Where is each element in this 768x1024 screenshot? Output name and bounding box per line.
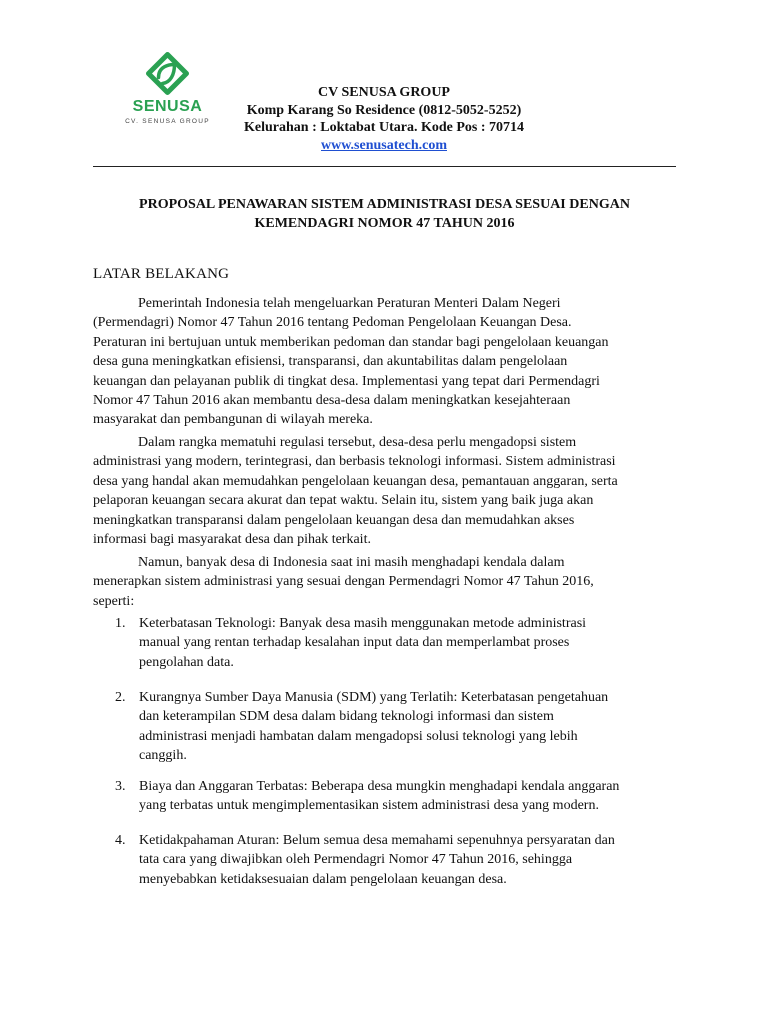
paragraph (93, 433, 676, 549)
list-line: Kurangnya Sumber Daya Manusia (SDM) yang Terlatih: Keterbatasan pengetahuan (139, 690, 609, 705)
company-locality: Kelurahan : Loktabat Utara. Kode Pos : 70714 (244, 120, 524, 135)
list-line: yang terbatas untuk mengimplementasikan sistem administrasi desa yang modern. (139, 798, 599, 814)
list-line: tata cara yang diwajibkan oleh Permendagri Nomor 47 Tahun 2016, sehingga (139, 852, 573, 868)
paragraph-line: keuangan dan pelayanan publik di tingkat desa. Implementasi yang tepat dari Permendagri (93, 373, 600, 389)
paragraph-line: desa yang handal akan memudahkan pengelolaan keuangan desa, pemantauan anggaran, serta (93, 473, 618, 489)
paragraph (93, 294, 676, 430)
paragraph-line: desa guna meningkatkan efisiensi, transparansi, dan akuntabilitas dalam pengelolaan (93, 354, 568, 370)
list-number: 1. (115, 616, 126, 631)
paragraph-line: Namun, banyak desa di Indonesia saat ini masih menghadapi kendala dalam (138, 555, 565, 570)
paragraph-line: pelaporan keuangan secara akurat dan tepat waktu. Selain itu, sistem yang baik juga akan (93, 493, 594, 509)
paragraph-line: Dalam rangka mematuhi regulasi tersebut, desa-desa perlu mengadopsi sistem (138, 435, 577, 450)
list-line: menyebabkan ketidaksesuaian dalam pengelolaan keuangan desa. (139, 871, 507, 887)
paragraph (93, 553, 676, 611)
paragraph-line: (Permendagri) Nomor 47 Tahun 2016 tentang Pedoman Pengelolaan Keuangan Desa. (93, 315, 572, 331)
title-line: PROPOSAL PENAWARAN SISTEM ADMINISTRASI DESA SESUAI DENGAN (139, 197, 630, 212)
list-line: pengolahan data. (139, 654, 234, 670)
paragraph-line: Nomor 47 Tahun 2016 akan membantu desa-desa dalam meningkatkan kesejahteraan (93, 393, 571, 409)
list-line: Keterbatasan Teknologi: Banyak desa masih menggunakan metode administrasi (139, 616, 587, 631)
paragraph-line: Pemerintah Indonesia telah mengeluarkan Peraturan Menteri Dalam Negeri (138, 296, 561, 311)
letterhead (200, 84, 568, 154)
logo-wordmark: SENUSA (132, 98, 203, 115)
paragraph-line: informasi bagi masyarakat desa dan pihak terkait. (93, 532, 371, 548)
list-line: Biaya dan Anggaran Terbatas: Beberapa desa mungkin menghadapi kendala anggaran (139, 779, 620, 794)
list-line: dan keterampilan SDM desa dalam bidang teknologi informasi dan sistem (139, 709, 554, 725)
company-address: Komp Karang So Residence (0812-5052-5252) (246, 102, 522, 118)
list-number: 2. (115, 690, 126, 705)
paragraph-line: meningkatkan transparansi dalam pengelolaan keuangan desa dan memudahkan akses (93, 512, 575, 528)
title-line: KEMENDAGRI NOMOR 47 TAHUN 2016 (254, 216, 515, 231)
list-line: Ketidakpahaman Aturan: Belum semua desa memahami sepenuhnya persyaratan dan (139, 833, 615, 848)
list-line: administrasi menjadi hambatan dalam mengadopsi solusi teknologi yang lebih (139, 728, 578, 744)
paragraph-line: Peraturan ini bertujuan untuk memberikan pedoman dan standar bagi pengelolaan keuangan (93, 334, 609, 350)
logo-subtext: CV. SENUSA GROUP (125, 118, 210, 125)
paragraph-line: seperti: (93, 593, 135, 609)
paragraph-line: menerapkan sistem administrasi yang sesuai dengan Permendagri Nomor 47 Tahun 2016, (93, 574, 594, 590)
website-link[interactable]: www.senusatech.com (321, 137, 447, 153)
list-number: 4. (115, 833, 126, 848)
paragraph-line: masyarakat dan pembangunan di wilayah mereka. (93, 412, 373, 428)
list-line: manual yang rentan terhadap kesalahan input data dan memperlambat proses (139, 635, 570, 651)
letterhead-divider (93, 166, 676, 167)
list-number: 3. (115, 779, 126, 794)
section-heading: LATAR BELAKANG (93, 266, 230, 282)
list-line: canggih. (139, 748, 187, 764)
paragraph-line: administrasi yang modern, terintegrasi, dan berbasis teknologi informasi. Sistem administrasi (93, 454, 616, 470)
document-title (93, 195, 676, 233)
company-name: CV SENUSA GROUP (318, 85, 450, 100)
